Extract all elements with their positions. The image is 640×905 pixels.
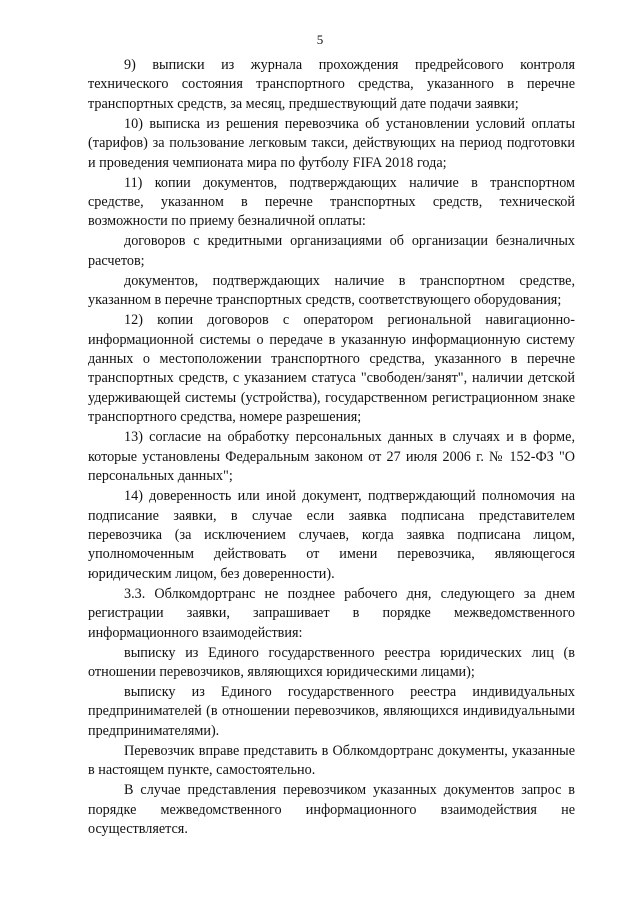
document-body bbox=[88, 56, 575, 839]
paragraph-item-11: 11) копии документов, подтверждающих наличие в транспортном средстве, указанном в перечне транспортных средств, технической возможности по приему безналичной оплаты: bbox=[88, 174, 575, 230]
paragraph-item-12: 12) копии договоров с оператором региональной навигационно-информационной системы о передаче в указанную информационную систему данных о местоположении транспортного средства, указанного в перечне транспортных средств, с указанием статуса "свободен/занят", наличии детской удерживающей системы (устройства), государственном регистрационном знаке транспортного средства, номере разрешения; bbox=[88, 312, 575, 426]
paragraph-subitem-bank-contracts: договоров с кредитными организациями об организации безналичных расчетов; bbox=[88, 233, 575, 269]
paragraph-subitem-equipment-docs: документов, подтверждающих наличие в транспортном средстве, указанном в перечне транспортных средств, соответствующего оборудования; bbox=[88, 272, 575, 309]
paragraph-self-submission: Перевозчик вправе представить в Облкомдортранс документы, указанные в настоящем пункте, самостоятельно. bbox=[88, 742, 575, 779]
paragraph-item-13: 13) согласие на обработку персональных данных в случаях и в форме, которые установлены Федеральным законом от 27 июля 2006 г. № 152-ФЗ "О персональных данных"; bbox=[88, 429, 575, 485]
paragraph-item-14: 14) доверенность или иной документ, подтверждающий полномочия на подписание заявки, в случае если заявка подписана представителем перевозчика (за исключением случаев, когда заявка подписана лицом, уполномоченным действовать от имени перевозчика, являющегося юридическим лицом, без доверенности). bbox=[88, 488, 575, 582]
paragraph-item-9: 9) выписки из журнала прохождения предрейсового контроля технического состояния транспортного средства, указанного в перечне транспортных средств, за месяц, предшествующий дате подачи заявки; bbox=[88, 57, 575, 112]
paragraph-legal-entities-registry: выписку из Единого государственного реестра юридических лиц (в отношении перевозчиков, являющихся юридическими лицами); bbox=[88, 644, 575, 680]
paragraph-entrepreneurs-registry: выписку из Единого государственного реестра индивидуальных предпринимателей (в отношении перевозчиков, являющихся индивидуальными предпринимателями). bbox=[88, 683, 575, 739]
paragraph-section-3-3: 3.3. Облкомдортранс не позднее рабочего дня, следующего за днем регистрации заявки, запрашивает в порядке межведомственного информационного взаимодействия: bbox=[88, 585, 575, 641]
page-number: 5 bbox=[316, 32, 324, 47]
paragraph-item-10: 10) выписка из решения перевозчика об установлении условий оплаты (тарифов) за пользование легковым такси, действующих на период подготовки и проведения чемпионата мира по футболу FIFA 2018 года; bbox=[88, 115, 575, 171]
paragraph-no-request: В случае представления перевозчиком указанных документов запрос в порядке межведомственного информационного взаимодействия не осуществляется. bbox=[88, 782, 575, 837]
